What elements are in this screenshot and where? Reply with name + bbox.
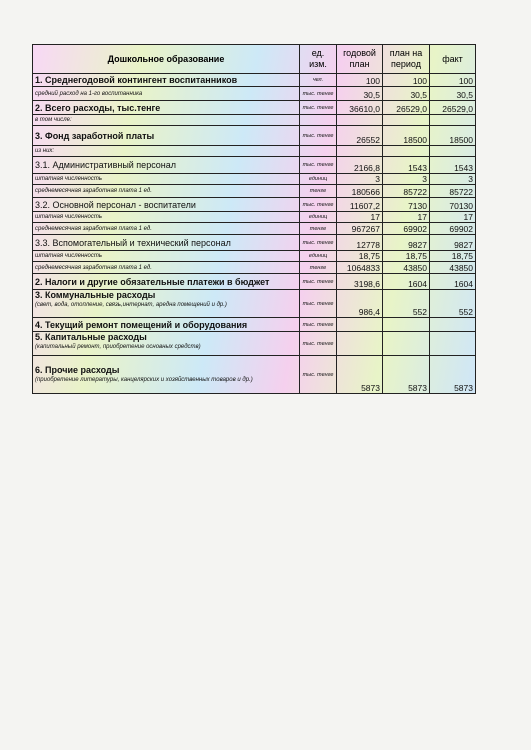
row-unit: тыс. тенге	[300, 318, 337, 332]
row-period: 43850	[383, 262, 430, 274]
row-unit: тыс. тенге	[300, 274, 337, 290]
row-unit: единиц	[300, 251, 337, 262]
row-note: (капитальный ремонт, приобретение основных средств)	[35, 344, 201, 350]
table-header-row	[33, 45, 476, 74]
row-fact: 100	[430, 74, 476, 87]
row-label: 3. Фонд заработной платы	[33, 126, 300, 146]
row-label	[33, 290, 300, 318]
row-label	[33, 356, 300, 394]
row-unit: единиц	[300, 212, 337, 223]
row-period	[383, 115, 430, 126]
table-row	[33, 262, 476, 274]
budget-sheet	[32, 44, 475, 394]
table-row	[33, 74, 476, 87]
table-row	[33, 115, 476, 126]
row-unit: тыс. тенге	[300, 332, 337, 356]
row-annual	[337, 115, 383, 126]
row-label: среднемесячная заработная плата 1 ед.	[33, 262, 300, 274]
row-label: 2. Налоги и другие обязательные платежи в бюджет	[33, 274, 300, 290]
row-unit: чел.	[300, 74, 337, 87]
header-unit: ед. изм.	[300, 45, 337, 74]
table-row	[33, 318, 476, 332]
row-unit: тыс. тенге	[300, 290, 337, 318]
row-fact	[430, 318, 476, 332]
row-period	[383, 146, 430, 157]
row-annual: 986,4	[337, 290, 383, 318]
table-row	[33, 235, 476, 251]
row-fact	[430, 146, 476, 157]
row-annual: 11607,2	[337, 198, 383, 212]
row-annual: 180566	[337, 185, 383, 198]
row-unit	[300, 146, 337, 157]
row-label: в том числе:	[33, 115, 300, 126]
row-unit	[300, 115, 337, 126]
table-row	[33, 174, 476, 185]
row-fact: 85722	[430, 185, 476, 198]
row-fact: 9827	[430, 235, 476, 251]
row-annual	[337, 332, 383, 356]
row-unit: тенге	[300, 223, 337, 235]
row-annual	[337, 146, 383, 157]
row-annual: 2166,8	[337, 157, 383, 174]
row-note: (свет, вода, отопление, связь,интернат, аредна помещений и др.)	[35, 302, 227, 308]
row-fact: 43850	[430, 262, 476, 274]
row-period: 18,75	[383, 251, 430, 262]
header-fact: факт	[430, 45, 476, 74]
row-period: 18500	[383, 126, 430, 146]
header-period: план на период	[383, 45, 430, 74]
row-period: 5873	[383, 356, 430, 394]
row-fact: 26529,0	[430, 101, 476, 115]
row-annual	[337, 318, 383, 332]
row-period: 1543	[383, 157, 430, 174]
row-label: 3.3. Вспомогательный и технический персонал	[33, 235, 300, 251]
row-unit: единиц	[300, 174, 337, 185]
row-unit: тыс. тенге	[300, 101, 337, 115]
row-unit: тыс. тенге	[300, 235, 337, 251]
row-label: 3.1. Административный персонал	[33, 157, 300, 174]
row-label: штатная численность	[33, 174, 300, 185]
table-row	[33, 87, 476, 101]
row-annual: 3	[337, 174, 383, 185]
row-period: 69902	[383, 223, 430, 235]
row-fact: 5873	[430, 356, 476, 394]
row-fact: 69902	[430, 223, 476, 235]
row-label: 1. Среднегодовой контингент воспитанников	[33, 74, 300, 87]
row-period: 3	[383, 174, 430, 185]
row-label: 4. Текущий ремонт помещений и оборудования	[33, 318, 300, 332]
budget-table	[32, 44, 476, 394]
row-label: средний расход на 1-го воспитанника	[33, 87, 300, 101]
table-row	[33, 185, 476, 198]
table-row	[33, 212, 476, 223]
row-label: среднемесячная заработная плата 1 ед.	[33, 185, 300, 198]
row-unit: тыс. тенге	[300, 157, 337, 174]
row-unit: тыс. тенге	[300, 87, 337, 101]
row-period	[383, 332, 430, 356]
row-period: 17	[383, 212, 430, 223]
row-fact: 18500	[430, 126, 476, 146]
row-period: 100	[383, 74, 430, 87]
row-fact: 552	[430, 290, 476, 318]
row-period: 85722	[383, 185, 430, 198]
row-fact: 18,75	[430, 251, 476, 262]
table-row	[33, 290, 476, 318]
table-row	[33, 157, 476, 174]
header-section: Дошкольное образование	[33, 45, 300, 74]
row-label: штатная численность	[33, 251, 300, 262]
row-label: 2. Всего расходы, тыс.тенге	[33, 101, 300, 115]
table-row	[33, 126, 476, 146]
row-title: 5. Капитальные расходы	[35, 332, 147, 342]
table-row	[33, 198, 476, 212]
row-label: 3.2. Основной персонал - воспитатели	[33, 198, 300, 212]
row-label: из них:	[33, 146, 300, 157]
table-row	[33, 332, 476, 356]
row-annual: 26552	[337, 126, 383, 146]
row-title: 3. Коммунальные расходы	[35, 290, 156, 300]
row-unit: тыс. тенге	[300, 356, 337, 394]
row-period: 26529,0	[383, 101, 430, 115]
row-annual: 18,75	[337, 251, 383, 262]
row-annual: 3198,6	[337, 274, 383, 290]
row-fact: 3	[430, 174, 476, 185]
table-row	[33, 101, 476, 115]
row-period	[383, 318, 430, 332]
row-fact: 30,5	[430, 87, 476, 101]
table-row	[33, 356, 476, 394]
row-annual: 5873	[337, 356, 383, 394]
row-unit: тенге	[300, 262, 337, 274]
row-period: 9827	[383, 235, 430, 251]
row-fact	[430, 332, 476, 356]
table-row	[33, 274, 476, 290]
table-row	[33, 146, 476, 157]
row-unit: тенге	[300, 185, 337, 198]
row-fact: 17	[430, 212, 476, 223]
row-period: 1604	[383, 274, 430, 290]
row-annual: 12778	[337, 235, 383, 251]
row-annual: 17	[337, 212, 383, 223]
row-label	[33, 332, 300, 356]
row-annual: 100	[337, 74, 383, 87]
row-fact: 70130	[430, 198, 476, 212]
row-fact	[430, 115, 476, 126]
row-period: 552	[383, 290, 430, 318]
header-annual: годовой план	[337, 45, 383, 74]
row-period: 30,5	[383, 87, 430, 101]
table-row	[33, 251, 476, 262]
table-row	[33, 223, 476, 235]
row-title: 6. Прочие расходы	[35, 365, 120, 375]
row-unit: тыс. тенге	[300, 198, 337, 212]
row-note: (приобретение литературы, канцелярских и хозяйственных товаров и др.)	[35, 377, 253, 383]
row-annual: 36610,0	[337, 101, 383, 115]
row-fact: 1604	[430, 274, 476, 290]
row-annual: 30,5	[337, 87, 383, 101]
row-annual: 1064833	[337, 262, 383, 274]
row-period: 7130	[383, 198, 430, 212]
row-label: среднемесячная заработная плата 1 ед.	[33, 223, 300, 235]
row-annual: 967267	[337, 223, 383, 235]
row-unit: тыс. тенге	[300, 126, 337, 146]
row-fact: 1543	[430, 157, 476, 174]
row-label: штатная численность	[33, 212, 300, 223]
